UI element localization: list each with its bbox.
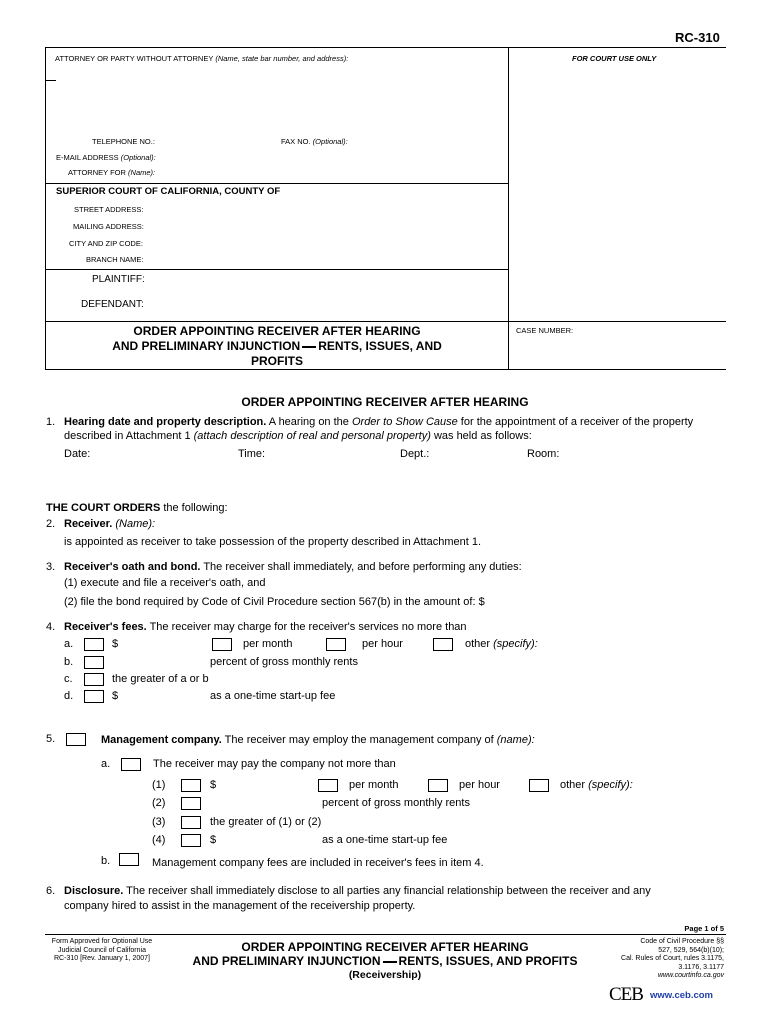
item1-text3: for the appointment of a receiver of the property [457, 416, 694, 428]
item1-line2c: was held as follows: [430, 430, 532, 442]
item5-number: 5. [46, 733, 56, 745]
item5-rest: The receiver may employ the management company of [221, 734, 497, 746]
item5-other-checkbox[interactable] [529, 779, 549, 792]
item5a4-label: (4) [152, 834, 166, 846]
item3-lead: Receiver's oath and bond. [64, 561, 201, 573]
item5-per-month-label: per month [349, 779, 399, 791]
item5a3-greater: the greater of (1) or (2) [210, 816, 322, 828]
item1-line2b: (attach description of real and personal property) [193, 430, 431, 442]
item6-rest: The receiver shall immediately disclose to all parties any financial relationship between the receiver and any [123, 885, 651, 897]
item5a-checkbox[interactable] [121, 758, 141, 771]
item1-text1: A hearing on the [266, 416, 352, 428]
item3-line1 [64, 561, 522, 573]
hearing-room-label: Room: [527, 448, 560, 460]
item5a2-percent: percent of gross monthly rents [322, 797, 470, 809]
footer-right-url[interactable]: www.courtinfo.ca.gov [657, 972, 724, 979]
footer-title-line2a: AND PRELIMINARY INJUNCTION [192, 954, 381, 968]
section-title: ORDER APPOINTING RECEIVER AFTER HEARING [241, 395, 529, 409]
hearing-dept-label: Dept.: [400, 448, 430, 460]
item4-other-label [465, 638, 538, 650]
footer-title [170, 940, 600, 982]
page-number: Page 1 of 5 [684, 924, 724, 933]
footer-left-block [40, 938, 164, 964]
item1-line2 [64, 430, 532, 442]
ceb-url-link[interactable]: www.ceb.com [650, 990, 713, 1001]
item4c-greater: the greater of a or b [112, 673, 209, 685]
item3-number: 3. [46, 561, 56, 573]
item5b-letter: b. [101, 855, 111, 867]
item4-per-hour-label: per hour [362, 638, 403, 650]
item5a1-label: (1) [152, 779, 166, 791]
item4-rest: The receiver may charge for the receiver's services no more than [146, 621, 467, 633]
item5b-text: Management company fees are included in receiver's fees in item 4. [152, 857, 484, 869]
item4c-checkbox[interactable] [84, 673, 104, 686]
item3-sub2: (2) file the bond required by Code of Civil Procedure section 567(b) in the amount of: $ [64, 596, 485, 608]
item4b-letter: b. [64, 656, 74, 668]
hearing-date-label: Date: [64, 448, 91, 460]
item1-text2: Order to Show Cause [351, 416, 458, 428]
item4-line1 [64, 621, 467, 633]
item5a-text: The receiver may pay the company not more than [153, 758, 396, 770]
item1-line2a: described in Attachment 1 [64, 430, 194, 442]
item6-line2: company hired to assist in the management of the receivership property. [64, 900, 416, 912]
court-orders-lead: THE COURT ORDERS [46, 502, 161, 514]
document-title-line2 [46, 339, 508, 354]
item4-per-month-checkbox[interactable] [212, 638, 232, 651]
item4-number: 4. [46, 621, 56, 633]
item3-rest: The receiver shall immediately, and before performing any duties: [200, 561, 522, 573]
item2-line2: is appointed as receiver to take possession of the property described in Attachment 1. [64, 536, 482, 548]
item6-lead: Disclosure. [64, 885, 124, 897]
item5-other-text: other [560, 779, 586, 791]
item5a4-startup: as a one-time start-up fee [322, 834, 448, 846]
item5-line1 [101, 734, 535, 746]
footer-right-block [596, 938, 724, 981]
defendant-label: DEFENDANT: [81, 299, 144, 310]
footer-title-line2b: RENTS, ISSUES, AND PROFITS [398, 954, 578, 968]
street-address-label: STREET ADDRESS: [74, 205, 144, 214]
fax-label-hint: (Optional): [312, 137, 348, 146]
footer-left-line2: Judicial Council of California [58, 946, 146, 954]
document-title-line2b: RENTS, ISSUES, AND [318, 339, 442, 353]
attorney-label-text: ATTORNEY OR PARTY WITHOUT ATTORNEY [55, 54, 214, 63]
item4-other-text: other [465, 638, 491, 650]
email-label [56, 153, 156, 162]
telephone-label: TELEPHONE NO.: [92, 137, 155, 146]
item4c-letter: c. [64, 673, 73, 685]
footer-title-line2 [170, 954, 600, 968]
item4d-dollar: $ [112, 690, 119, 702]
item5-per-hour-checkbox[interactable] [428, 779, 448, 792]
item2-lead: Receiver. [64, 518, 113, 530]
court-orders-rest: the following: [160, 502, 228, 514]
hearing-time-label: Time: [238, 448, 266, 460]
caption-line-court [45, 183, 509, 184]
attorney-label-hint: (Name, state bar number, and address): [215, 54, 349, 63]
email-label-text: E-MAIL ADDRESS [56, 153, 119, 162]
ceb-logo: CEB [609, 984, 643, 1005]
footer-rule [45, 934, 726, 935]
footer-title-line3: (Receivership) [348, 969, 422, 981]
item5a2-checkbox[interactable] [181, 797, 201, 810]
footer-right-line2: 527, 529, 564(b)(10); [658, 946, 724, 954]
item5a-letter: a. [101, 758, 111, 770]
item5-name-hint: (name): [496, 734, 535, 746]
attorney-for-text: ATTORNEY FOR [68, 168, 126, 177]
item6-number: 6. [46, 885, 56, 897]
caption-top-border [45, 47, 726, 48]
footer-title-line1: ORDER APPOINTING RECEIVER AFTER HEARING [241, 940, 529, 954]
branch-name-label: BRANCH NAME: [86, 255, 144, 264]
item5-lead: Management company. [101, 734, 222, 746]
mailing-address-label: MAILING ADDRESS: [73, 222, 144, 231]
attorney-for-hint: (Name): [128, 168, 156, 177]
item5a2-label: (2) [152, 797, 166, 809]
fax-label [281, 137, 348, 146]
attorney-for-label [68, 168, 155, 177]
item3-sub1: (1) execute and file a receiver's oath, and [64, 577, 266, 589]
form-id: RC-310 [675, 30, 720, 45]
item5a1-checkbox[interactable] [181, 779, 201, 792]
em-dash-mark [302, 346, 316, 348]
item5-checkbox[interactable] [66, 733, 86, 746]
document-title-line3: PROFITS [250, 354, 303, 368]
footer-left-line3: RC-310 [Rev. January 1, 2007] [54, 955, 150, 962]
item2-line1 [64, 518, 155, 530]
item4-per-hour-checkbox[interactable] [326, 638, 346, 651]
document-title-line2a: AND PRELIMINARY INJUNCTION [112, 339, 301, 353]
item5-per-hour-label: per hour [459, 779, 500, 791]
plaintiff-label: PLAINTIFF: [92, 274, 145, 285]
item4b-percent: percent of gross monthly rents [210, 656, 358, 668]
item1-lead: Hearing date and property description. [64, 416, 267, 428]
footer-left-line1: Form Approved for Optional Use [51, 938, 153, 945]
item4d-startup: as a one-time start-up fee [210, 690, 336, 702]
caption-line-title [45, 321, 726, 322]
document-title [46, 324, 508, 369]
item4b-checkbox[interactable] [84, 656, 104, 669]
item5-specify: (specify): [588, 779, 633, 791]
item4d-letter: d. [64, 690, 74, 702]
item5a4-dollar: $ [210, 834, 217, 846]
footer-right-line3: Cal. Rules of Court, rules 3.1175, [621, 955, 724, 962]
item4a-dollar: $ [112, 638, 119, 650]
item6-line1 [64, 885, 651, 897]
item2-number: 2. [46, 518, 56, 530]
attorney-label [55, 54, 348, 63]
item4d-checkbox[interactable] [84, 690, 104, 703]
item4-per-month-label: per month [243, 638, 293, 650]
fax-label-text: FAX NO. [281, 137, 311, 146]
caption-bottom-border [45, 369, 726, 370]
footer-right-line1: Code of Civil Procedure §§ [640, 938, 724, 945]
address-line-mark [46, 80, 56, 81]
email-label-hint: (Optional): [120, 153, 156, 162]
item4-specify: (specify): [493, 638, 538, 650]
item5a4-checkbox[interactable] [181, 834, 201, 847]
court-title: SUPERIOR COURT OF CALIFORNIA, COUNTY OF [56, 186, 281, 197]
case-number-label: CASE NUMBER: [516, 326, 574, 335]
item2-name-hint: (Name): [115, 518, 156, 530]
item5a1-dollar: $ [210, 779, 217, 791]
item1-line1 [64, 416, 693, 428]
item4-other-checkbox[interactable] [433, 638, 453, 651]
item4-lead: Receiver's fees. [64, 621, 147, 633]
item5a3-label: (3) [152, 816, 166, 828]
item4a-letter: a. [64, 638, 74, 650]
caption-line-parties [45, 269, 509, 270]
item5a3-checkbox[interactable] [181, 816, 201, 829]
document-title-line1: ORDER APPOINTING RECEIVER AFTER HEARING [133, 324, 421, 338]
item5b-checkbox[interactable] [119, 853, 139, 866]
court-use-label: FOR COURT USE ONLY [572, 54, 657, 63]
item4a-checkbox[interactable] [84, 638, 104, 651]
item1-number: 1. [46, 416, 56, 428]
footer-right-line4: 3.1176, 3.1177 [678, 963, 724, 971]
city-zip-label: CITY AND ZIP CODE: [69, 239, 143, 248]
item5-other-label [560, 779, 633, 791]
item5-per-month-checkbox[interactable] [318, 779, 338, 792]
footer-em-dash-mark [383, 961, 397, 963]
court-orders-line [46, 502, 228, 514]
